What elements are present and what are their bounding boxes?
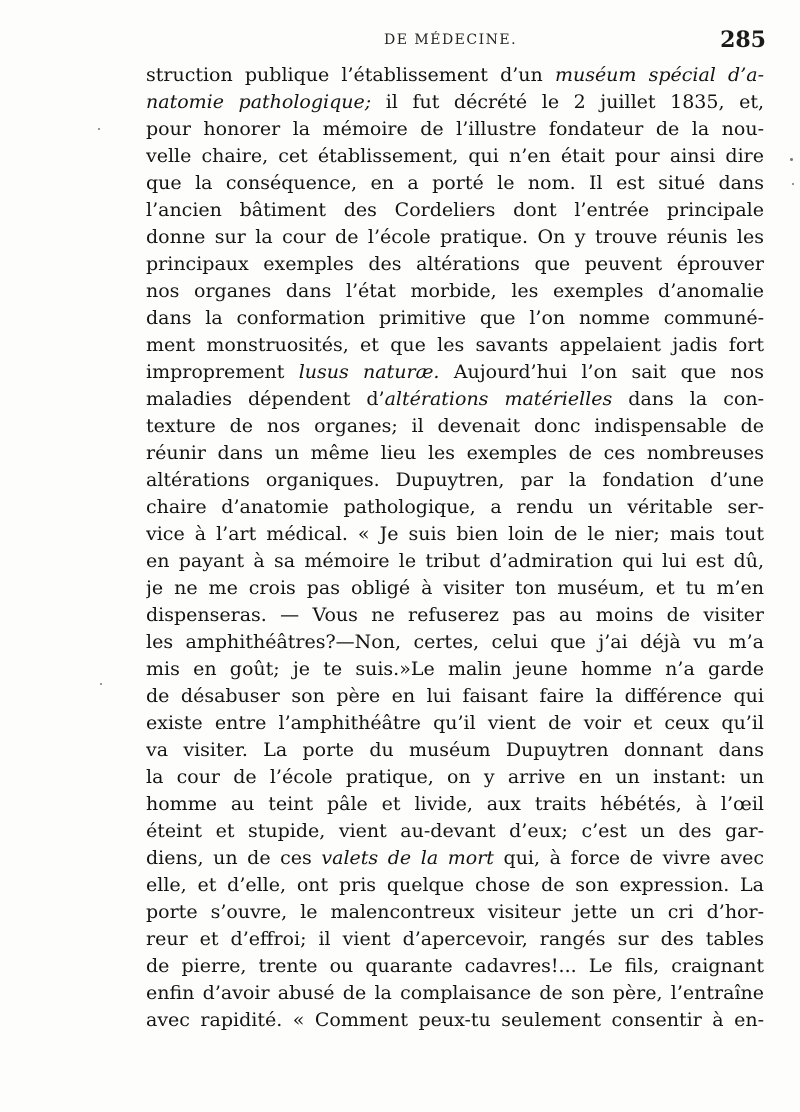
text-line xyxy=(146,980,764,1007)
text-line xyxy=(146,683,764,710)
text-line xyxy=(146,440,764,467)
text-line xyxy=(146,710,764,737)
text-line xyxy=(146,521,764,548)
text-run: homme au teint pâle et livide, aux traits hébétés, à l’œil xyxy=(146,793,764,815)
text-run: texture de nos organes; il devenait donc indispensable de xyxy=(146,415,764,437)
text-run: l’ancien bâtiment des Cordeliers dont l’entrée principale xyxy=(146,199,764,221)
text-line xyxy=(146,62,764,89)
text-line xyxy=(146,548,764,575)
running-head xyxy=(0,27,800,56)
text-line xyxy=(146,602,764,629)
page-number: 285 xyxy=(720,27,766,53)
text-line xyxy=(146,278,764,305)
paper-speck xyxy=(792,183,794,185)
text-line xyxy=(146,818,764,845)
text-line xyxy=(146,305,764,332)
text-line xyxy=(146,251,764,278)
text-run: chaire d’anatomie pathologique, a rendu un véritable ser- xyxy=(146,496,764,518)
running-title: DE MÉDECINE. xyxy=(384,32,518,48)
text-line xyxy=(146,494,764,521)
text-line xyxy=(146,143,764,170)
text-line xyxy=(146,1007,764,1034)
text-line xyxy=(146,224,764,251)
text-run: il fut décrété le 2 juillet 1835, et, xyxy=(371,91,764,113)
text-run: reur et d’effroi; il vient d’apercevoir, rangés sur des tables xyxy=(146,928,764,950)
text-run: struction publique l’établissement d’un xyxy=(146,64,555,86)
text-run: velle chaire, cet établissement, qui n’en était pour ainsi dire xyxy=(146,145,764,167)
text-run: nos organes dans l’état morbide, les exemples d’anomalie xyxy=(146,280,764,302)
text-line xyxy=(146,575,764,602)
text-run: principaux exemples des altérations que peuvent éprouver xyxy=(146,253,764,275)
text-run: réunir dans un même lieu les exemples de ces nombreuses xyxy=(146,442,764,464)
text-run: ment monstruosités, et que les savants appelaient jadis fort xyxy=(146,334,764,356)
text-line xyxy=(146,737,764,764)
paper-speck xyxy=(790,158,793,161)
text-line xyxy=(146,413,764,440)
text-run: improprement xyxy=(146,361,299,383)
text-run: avec rapidité. « Comment peux-tu seulement consentir à en- xyxy=(146,1009,764,1031)
text-line xyxy=(146,359,764,386)
text-run: vice à l’art médical. « Je suis bien loin de le nier; mais tout xyxy=(146,523,764,545)
text-run: éteint et stupide, vient au-devant d’eux; c’est un des gar- xyxy=(146,820,764,842)
italic-phrase: muséum spécial d’a- xyxy=(554,64,764,86)
text-run: enfin d’avoir abusé de la complaisance de son père, l’entraîne xyxy=(146,982,764,1004)
text-run: les amphithéâtres?—Non, certes, celui que j’ai déjà vu m’a xyxy=(146,631,764,653)
text-run: existe entre l’amphithéâtre qu’il vient de voir et ceux qu’il xyxy=(146,712,764,734)
text-run: la cour de l’école pratique, on y arrive en un instant: un xyxy=(146,766,764,788)
text-run: dans la conformation primitive que l’on nomme communé- xyxy=(146,307,764,329)
text-run: mis en goût; je te suis.»Le malin jeune homme n’a garde xyxy=(146,658,764,680)
text-line xyxy=(146,170,764,197)
text-line xyxy=(146,791,764,818)
text-run: diens, un de ces xyxy=(146,847,322,869)
text-run: porte s’ouvre, le malencontreux visiteur jette un cri d’hor- xyxy=(146,901,764,923)
italic-phrase: valets de la mort xyxy=(321,847,494,869)
text-line xyxy=(146,926,764,953)
text-run: de désabuser son père en lui faisant faire la différence qui xyxy=(146,685,764,707)
text-run: en payant à sa mémoire le tribut d’admiration qui lui est dû, xyxy=(146,550,764,572)
paper-speck xyxy=(98,128,100,130)
text-run: dispenseras. — Vous ne refuserez pas au moins de visiter xyxy=(146,604,764,626)
text-run: donne sur la cour de l’école pratique. On y trouve réunis les xyxy=(146,226,764,248)
text-line xyxy=(146,953,764,980)
text-run: je ne me crois pas obligé à visiter ton muséum, et tu m’en xyxy=(146,577,764,599)
text-run: qui, à force de vivre avec xyxy=(493,847,764,869)
italic-phrase: altérations matérielles xyxy=(384,388,613,410)
text-run: que la conséquence, en a porté le nom. Il est situé dans xyxy=(146,172,764,194)
text-run: dans la con- xyxy=(612,388,764,410)
text-line xyxy=(146,197,764,224)
text-run: de pierre, trente ou quarante cadavres!... Le fils, craignant xyxy=(146,955,764,977)
text-run: pour honorer la mémoire de l’illustre fondateur de la nou- xyxy=(146,118,764,140)
text-line xyxy=(146,386,764,413)
text-line xyxy=(146,629,764,656)
text-run: altérations organiques. Dupuytren, par la fondation d’une xyxy=(146,469,764,491)
text-line xyxy=(146,89,764,116)
text-run: Aujourd’hui l’on sait que nos xyxy=(439,361,764,383)
text-line xyxy=(146,764,764,791)
text-line xyxy=(146,845,764,872)
text-line xyxy=(146,332,764,359)
text-run: elle, et d’elle, ont pris quelque chose de son expression. La xyxy=(146,874,764,896)
text-line xyxy=(146,467,764,494)
text-line xyxy=(146,116,764,143)
paper-speck xyxy=(100,683,102,685)
text-run: maladies dépendent d’ xyxy=(146,388,385,410)
text-line xyxy=(146,899,764,926)
italic-phrase: natomie pathologique; xyxy=(146,91,372,113)
italic-phrase: lusus naturæ. xyxy=(298,361,440,383)
text-run: va visiter. La porte du muséum Dupuytren donnant dans xyxy=(146,739,764,761)
text-line xyxy=(146,656,764,683)
body-text xyxy=(146,62,764,1107)
text-line xyxy=(146,872,764,899)
